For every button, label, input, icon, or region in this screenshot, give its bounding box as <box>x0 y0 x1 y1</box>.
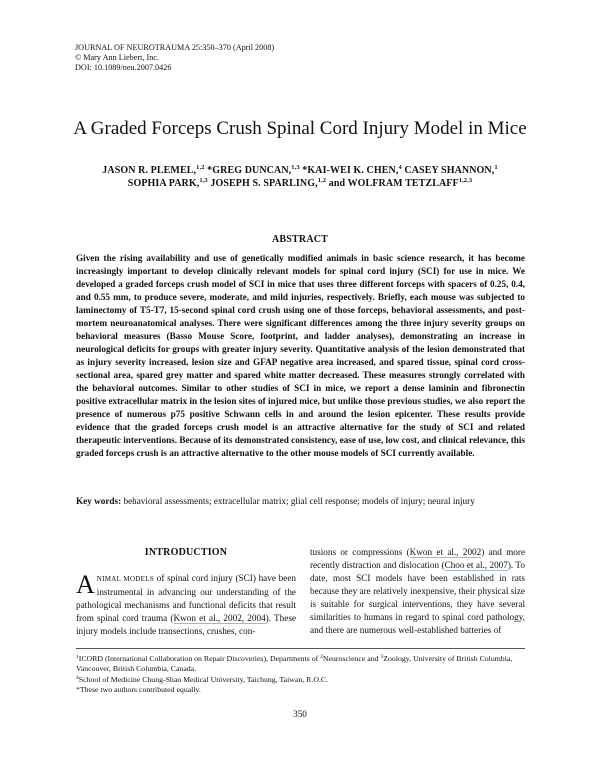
affiliation-mark: 1,3 <box>291 164 300 171</box>
footnote-mark: 4 <box>76 674 79 681</box>
intro-text: of spinal cord injury (SCI) have been instrumental in advancing our understanding of the pathological mechanisms and functional deficits that result from spinal cord trauma ( <box>76 573 296 623</box>
intro-left-column <box>76 572 296 638</box>
author-name: JOSEPH S. SPARLING, <box>207 178 318 189</box>
introduction-heading: INTRODUCTION <box>144 547 228 558</box>
drop-cap: A <box>76 570 95 599</box>
footnote-text: Neuroscience and <box>322 654 381 663</box>
footnote-mark: 3 <box>380 654 384 660</box>
intro-right-column <box>310 546 525 637</box>
author-name: *GREG DUNCAN, <box>204 165 292 176</box>
affiliation-mark: 1,3 <box>199 177 208 184</box>
footnote-divider <box>76 648 525 649</box>
intro-text: ). To date, most SCI models have been established in rats because they are relatively inexpensive, their physical size is suitable for surgical interventions, they have several similarities to humans in regard to spinal cord pathology, and there are numerous well-established batteries of <box>310 560 525 635</box>
author-line-2 <box>70 177 530 190</box>
affiliation-mark: 4 <box>398 164 402 171</box>
keywords-label: Key words: <box>76 496 122 506</box>
author-name: SOPHIA PARK, <box>127 178 200 189</box>
footnote-text: ICORD (International Collaboration on Repair Discoveries), Departments of <box>78 654 321 663</box>
copyright: © Mary Ann Liebert, Inc. <box>75 53 159 63</box>
page-number: 350 <box>293 709 307 719</box>
doi: DOI: 10.1089/neu.2007.0426 <box>75 63 172 73</box>
footnotes <box>76 654 525 695</box>
intro-text: ). These injury models include transections, crushes, con- <box>76 613 296 636</box>
affiliation-mark: 1,2,3 <box>458 177 473 184</box>
abstract-heading: ABSTRACT <box>271 234 329 245</box>
small-caps-lead: NIMAL MODELS <box>96 575 155 583</box>
intro-text: tusions or compressions ( <box>310 547 410 557</box>
journal-citation: JOURNAL OF NEUROTRAUMA 25:350–370 (April 2008) <box>75 43 275 52</box>
citation-link[interactable]: Kwon et al., 2002 <box>409 547 482 557</box>
citation-link[interactable]: Kwon et al., 2002, 2004 <box>173 613 266 623</box>
footnote-mark: 2 <box>320 654 323 660</box>
author-list <box>70 164 530 190</box>
article-title: A Graded Forceps Crush Spinal Cord Injury Model in Mice <box>73 118 527 139</box>
citation-link[interactable]: Choo et al., 2007 <box>444 560 508 570</box>
author-name: and WOLFRAM TETZLAFF <box>326 178 459 189</box>
footnote-equal-contribution: *These two authors contributed equally. <box>76 684 201 694</box>
intro-text: ) and more recently distraction and dislocation ( <box>310 547 526 570</box>
footnote-affiliation-2 <box>76 675 525 685</box>
abstract-text: Given the rising availability and use of genetically modified animals in basic science research, it has become increasingly important to develop clinically relevant models for spinal cord injury (SCI) for use in mice. We developed a graded forceps crush model of SCI in mice that uses three different forceps with spacers of 0.25, 0.4, and 0.55 mm, to produce severe, moderate, and mild injuries, respectively. Briefly, each mouse was subjected to laminectomy of T5-T7, 15-second spinal cord crush using one of those forceps, behavioral assessments, and post-mortem neuroanatomical analyses. There were significant differences among the three injury severity groups on behavioral measures (Basso Mouse Score, footprint, and ladder analyses), demonstrating an increase in neurological deficits for groups with greater injury severity. Quantitative analysis of the lesion demonstrated that as injury severity increased, lesion size and GFAP negative area increased, and spared tissue, spinal cord cross-sectional area, spared grey matter and spared white matter decreased. These measures strongly correlated with the behavioral outcomes. Similar to other studies of SCI in mice, we report a dense laminin and fibronectin positive extracellular matrix in the lesion sites of injured mice, but unlike those previous studies, we also report the presence of numerous p75 positive Schwann cells in and around the lesion epicenter. These results provide evidence that the graded forceps crush model is an attractive alternative for the study of SCI and related therapeutic interventions. Because of its demonstrated consistency, ease of use, low cost, and clinical relevance, this graded forceps crush is an attractive alternative to the other mouse models of SCI currently available. <box>76 253 525 458</box>
author-name: JASON R. PLEMEL, <box>102 165 197 176</box>
affiliation-mark: 1 <box>494 164 498 171</box>
affiliation-mark: 1,2 <box>317 177 327 184</box>
author-line-1 <box>70 164 530 177</box>
affiliation-mark: 1,2 <box>196 164 205 171</box>
footnote-text: School of Medicine Chung-Shan Medical University, Taichung, Taiwan, R.O.C. <box>78 674 329 684</box>
author-name: CASEY SHANNON, <box>401 165 495 176</box>
footnote-affiliation-1 <box>76 654 525 675</box>
keywords-text: behavioral assessments; extracellular matrix; glial cell response; models of injury; neural injury <box>121 496 475 506</box>
footnote-text: Zoology, University of British Columbia, Vancouver, British Columbia, Canada. <box>76 654 513 674</box>
author-name: *KAI-WEI K. CHEN, <box>299 165 399 176</box>
journal-info <box>75 43 274 74</box>
footnote-mark: 1 <box>76 654 79 660</box>
keywords <box>76 495 525 508</box>
